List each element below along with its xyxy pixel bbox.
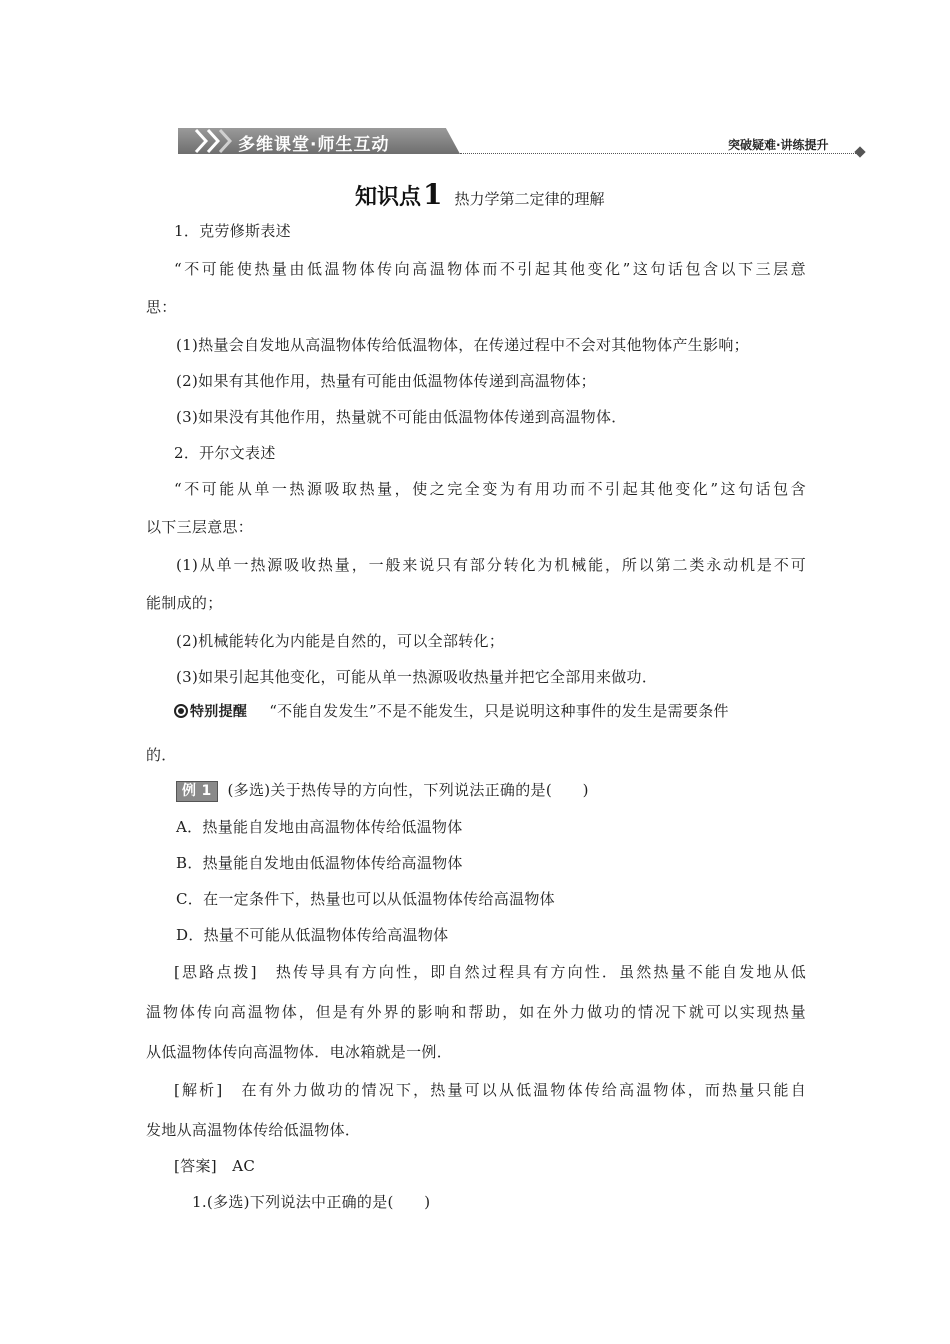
paragraph-line: “不可能从单一热源吸取热量，使之完全变为有用功而不引起其他变化”这句话包含 [174,480,806,498]
list-item: (2)如果有其他作用，热量有可能由低温物体传递到高温物体； [176,372,596,390]
special-note-label: 特别提醒 [190,704,248,720]
example-question-text: (多选)关于热传导的方向性，下列说法正确的是( ) [227,781,589,799]
banner-divider [460,153,860,154]
diamond-icon [854,146,865,157]
paragraph-line: “不可能使热量由低温物体传向高温物体而不引起其他变化”这句话包含以下三层意 [174,260,806,278]
special-note [174,701,729,722]
heading-kelvin: 2．开尔文表述 [174,444,276,462]
option-b: B．热量能自发地由低温物体传给高温物体 [176,854,463,872]
list-item: (3)如果引起其他变化，可能从单一热源吸收热量并把它全部用来做功． [176,668,658,686]
paragraph-line: 能制成的； [146,594,223,612]
hint-line: 从低温物体传向高温物体．电冰箱就是一例． [146,1043,453,1061]
answer-line: [答案] AC [174,1157,256,1175]
banner-right-caption: 突破疑难·讲练提升 [728,138,829,152]
bullseye-icon [174,704,188,718]
practice-item: 1.(多选)下列说法中正确的是( ) [192,1193,431,1211]
hint-line: [思路点拨] 热传导具有方向性，即自然过程具有方向性．虽然热量不能自发地从低 [174,963,806,981]
special-note-text: “不能自发发生”不是不能发生，只是说明这种事件的发生是需要条件 [269,702,729,720]
option-c: C．在一定条件下，热量也可以从低温物体传给高温物体 [176,890,555,908]
knowledge-point-label: 知识点 [355,185,422,210]
list-item: (3)如果没有其他作用，热量就不可能由低温物体传递到高温物体． [176,408,627,426]
knowledge-point-heading [355,178,605,211]
chevron-right-icon [192,128,236,154]
list-item: (1)从单一热源吸收热量，一般来说只有部分转化为机械能，所以第二类永动机是不可 [176,556,806,574]
list-item: (1)热量会自发地从高温物体传给低温物体，在传递过程中不会对其他物体产生影响； [176,336,749,354]
list-item: (2)机械能转化为内能是自然的，可以全部转化； [176,632,505,650]
knowledge-point-title: 热力学第二定律的理解 [454,190,605,208]
special-note-continued: 的． [146,746,177,764]
analysis-line: [解析] 在有外力做功的情况下，热量可以从低温物体传给高温物体，而热量只能自 [174,1081,806,1099]
section-banner [178,128,868,158]
example-question [176,780,589,802]
example-badge: 例 1 [176,781,218,802]
paragraph-line: 思： [146,298,177,316]
paragraph-line: 以下三层意思： [146,518,254,536]
analysis-line: 发地从高温物体传给低温物体． [146,1121,361,1139]
heading-clausius: 1．克劳修斯表述 [174,222,291,240]
banner-title: 多维课堂·师生互动 [238,135,390,155]
option-d: D．热量不可能从低温物体传给高温物体 [176,926,449,944]
knowledge-point-number: 1 [423,178,443,211]
hint-line: 温物体传向高温物体，但是有外界的影响和帮助，如在外力做功的情况下就可以实现热量 [146,1003,806,1021]
option-a: A．热量能自发地由高温物体传给低温物体 [176,818,463,836]
